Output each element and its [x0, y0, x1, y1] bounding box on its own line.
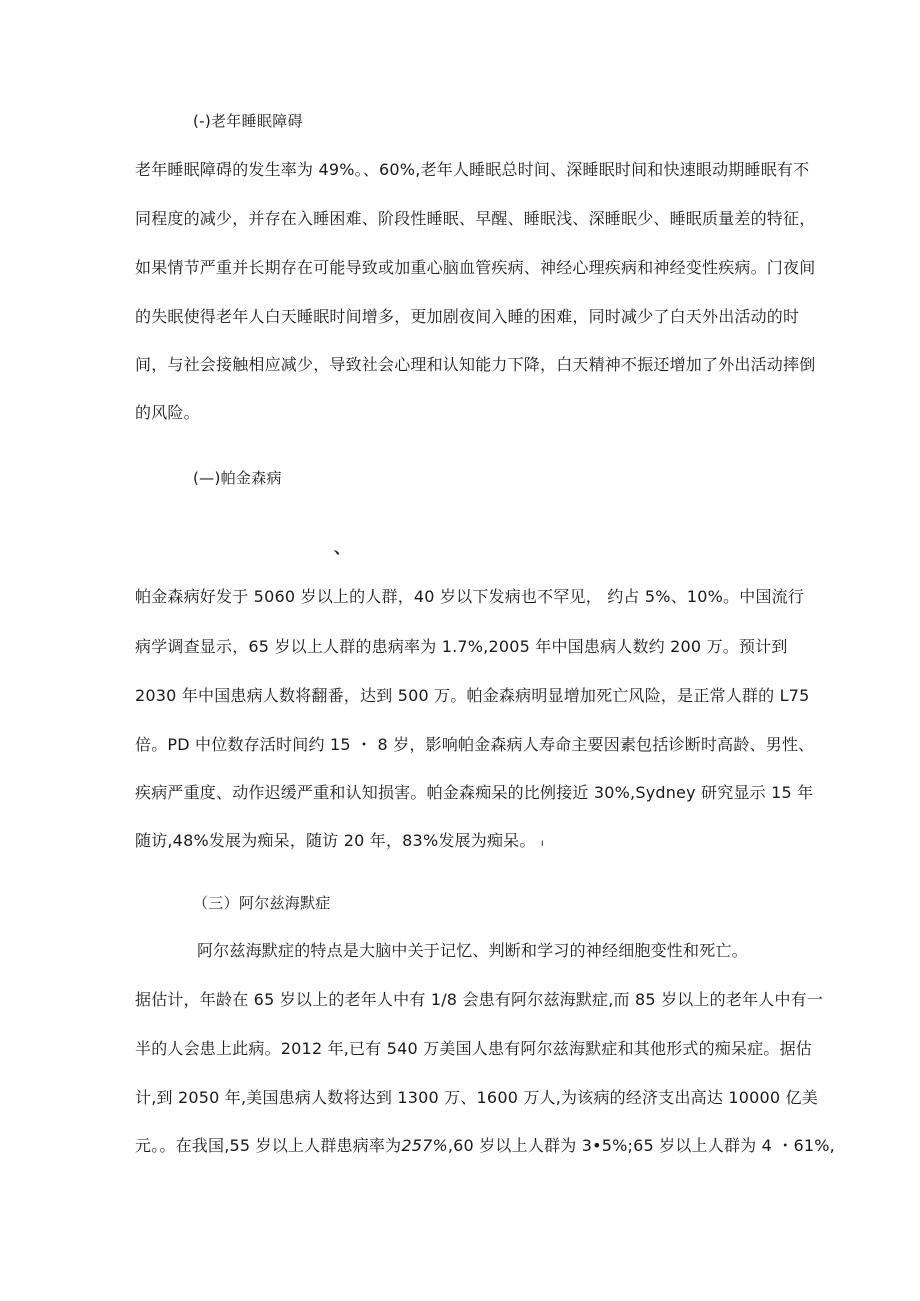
- paragraph-intro: 阿尔兹海默症的特点是大脑中关于记忆、判断和学习的神经细胞变性和死亡。: [197, 941, 748, 960]
- paragraph-line: [135, 1133, 835, 1156]
- paragraph-line: 的失眠使得老年人白天睡眠时间增多，更加剧夜间入睡的困难，同时减少了白天外出活动的时: [135, 307, 800, 326]
- paragraph-line: 帕金森病好发于 5060 岁以上的人群，40 岁以下发病也不罕见， 约占 5%、10%。中国流行: [135, 587, 805, 606]
- paragraph-line-text: 随访,48%发展为痴呆，随访 20 年，83%发展为痴呆。: [135, 831, 536, 850]
- paragraph-line: 疾病严重度、动作迟缓严重和认知损害。帕金森痴呆的比例接近 30%,Sydney 研究显示 15 年: [135, 783, 814, 802]
- paragraph-line: 半的人会患上此病。2012 年,已有 540 万美国人患有阿尔兹海默症和其他形式的痴呆症。据估: [135, 1039, 813, 1058]
- section-heading-alzheimer: （三）阿尔兹海默症: [193, 894, 331, 912]
- paragraph-line: 同程度的减少，并存在入睡困难、阶段性睡眠、早醒、睡眠浅、深睡眠少、睡眠质量差的特征，: [135, 209, 816, 228]
- paragraph-line: 倍。PD 中位数存活时间约 15 ・ 8 岁，影响帕金森病人寿命主要因素包括诊断时高龄、男性、: [135, 735, 815, 754]
- paragraph-line: 2030 年中国患病人数将翻番，达到 500 万。帕金森病明显增加死亡风险，是正常人群的 L75: [135, 686, 810, 705]
- paragraph-line-prefix: 元。。在我国,55 岁以上人群患病率为: [135, 1136, 402, 1155]
- paragraph-line: 间，与社会接触相应减少，导致社会心理和认知能力下降，白天精神不振还增加了外出活动摔倒: [135, 355, 816, 374]
- paragraph-line: 计,到 2050 年,美国患病人数将达到 1300 万、1600 万人,为该病的经济支出高达 10000 亿美: [135, 1088, 818, 1107]
- end-mark: ı: [540, 838, 544, 849]
- paragraph-line: 如果情节严重并长期存在可能导致或加重心脑血管疾病、神经心理疾病和神经变性疾病。门夜间: [135, 258, 816, 277]
- paragraph-line: 老年睡眠障碍的发生率为 49%。、60%,老年人睡眠总时间、深睡眠时间和快速眼动期睡眠有不: [135, 160, 810, 179]
- paragraph-line-suffix: ,60 岁以上人群为 3•5%;65 岁以上人群为 4 ・61%,: [447, 1136, 835, 1155]
- paragraph-line: 据估计，年龄在 65 岁以上的老年人中有 1/8 会患有阿尔兹海默症,而 85 岁以上的老年人中有一: [135, 990, 824, 1009]
- stray-mark: 、: [334, 538, 351, 557]
- section-heading-parkinson: (—)帕金森病: [193, 469, 282, 487]
- paragraph-line: [135, 828, 795, 851]
- paragraph-line: 的风险。: [135, 403, 200, 422]
- section-heading-sleep-disorder: (-)老年睡眠障碍: [193, 112, 303, 130]
- italic-value: 257%: [401, 1136, 448, 1155]
- paragraph-line: 病学调查显示，65 岁以上人群的患病率为 1.7%,2005 年中国患病人数约 200 万。预计到: [135, 637, 788, 656]
